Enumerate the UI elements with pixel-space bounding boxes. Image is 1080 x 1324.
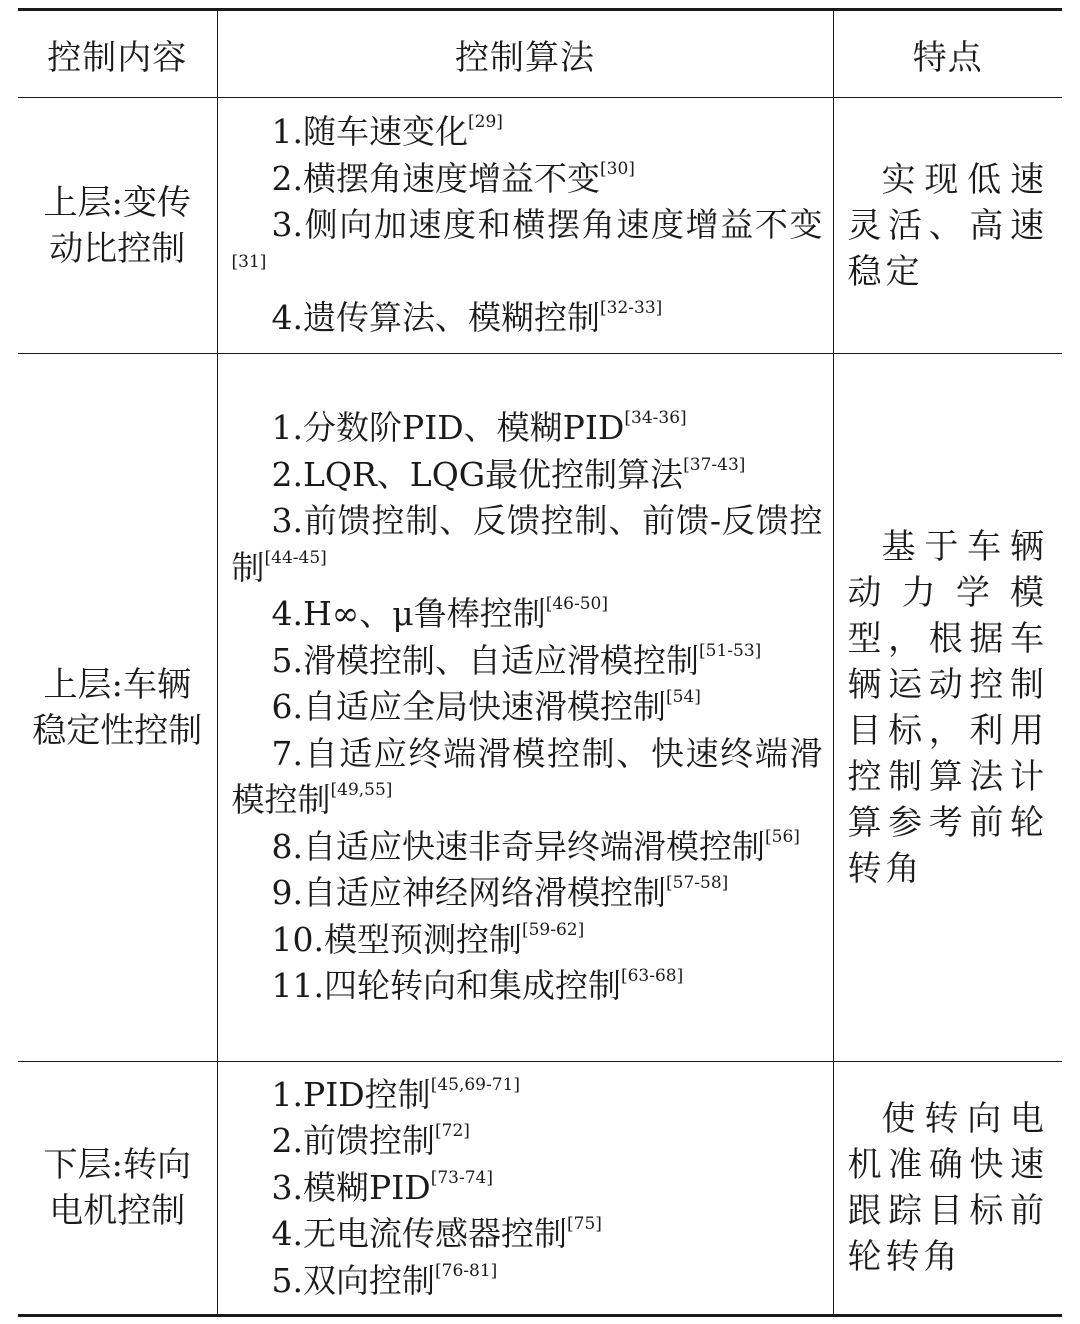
algorithm-text: 5.双向控制 (271, 1260, 435, 1300)
reference-sup: [76-81] (435, 1260, 498, 1281)
reference-sup: [49,55] (330, 780, 393, 801)
algorithm-item (232, 202, 823, 295)
header-control-content: 控制内容 (18, 10, 217, 98)
algorithm-item (232, 731, 823, 824)
algorithm-cell (217, 98, 833, 354)
feature-cell (833, 354, 1062, 1062)
algorithm-text: 4.H∞、μ鲁棒控制 (271, 594, 546, 634)
algorithm-text: 5.滑模控制、自适应滑模控制 (271, 640, 699, 680)
algorithm-item (232, 824, 823, 871)
reference-sup: [30] (600, 158, 635, 179)
algorithm-item (232, 109, 823, 156)
table-body (18, 98, 1062, 1316)
algorithm-item (232, 1118, 823, 1165)
reference-sup: [31] (231, 251, 267, 272)
feature-cell (833, 1062, 1062, 1316)
reference-sup: [73-74] (430, 1167, 493, 1188)
algorithm-text: 2.横摆角速度增益不变 (271, 158, 600, 198)
algorithm-text: 3.模糊PID (271, 1167, 431, 1207)
reference-sup: [34-36] (624, 408, 687, 429)
feature-text: 基于车辆动力学模型，根据车辆运动控制目标，利用控制算法计算参考前轮转角 (847, 526, 1048, 889)
algorithm-item (232, 405, 823, 452)
reference-sup: [63-68] (620, 966, 684, 987)
algorithm-text: 2.LQR、LQG最优控制算法 (271, 454, 684, 494)
algorithm-item (232, 156, 823, 203)
algorithm-text: 4.遗传算法、模糊控制 (271, 298, 600, 338)
algorithm-text: 1.分数阶PID、模糊PID (271, 408, 625, 448)
algorithm-item (232, 638, 823, 685)
header-feature: 特点 (833, 10, 1062, 98)
algorithm-item (232, 452, 823, 499)
reference-sup: [72] (435, 1121, 470, 1142)
reference-sup: [59-62] (521, 919, 585, 940)
algorithm-item (232, 498, 823, 591)
algorithm-cell (217, 1062, 833, 1316)
feature-cell (833, 98, 1062, 354)
reference-sup: [45,69-71] (430, 1074, 520, 1095)
algorithm-text: 4.无电流传感器控制 (271, 1214, 567, 1254)
algorithm-text: 3.侧向加速度和横摆角速度增益不变 (271, 205, 823, 245)
feature-text: 使转向电机准确快速跟踪目标前轮转角 (847, 1099, 1048, 1277)
reference-sup: [29] (468, 112, 503, 133)
reference-sup: [56] (765, 826, 800, 847)
algorithm-item (232, 963, 823, 1010)
algorithm-text: 3.前馈控制、反馈控制、前馈-反馈控制 (231, 501, 823, 587)
control-algorithm-table (18, 8, 1062, 1317)
table-row-vehicle-stability (18, 354, 1062, 1062)
algorithm-item (232, 917, 823, 964)
algorithm-item (232, 1072, 823, 1119)
header-row (18, 10, 1062, 98)
algorithm-item (232, 870, 823, 917)
reference-sup: [75] (567, 1214, 602, 1235)
reference-sup: [32-33] (600, 298, 663, 319)
algorithm-item (232, 1258, 823, 1305)
control-content-cell: 上层:变传动比控制 (18, 98, 217, 354)
reference-sup: [54] (666, 687, 701, 708)
algorithm-text: 11.四轮转向和集成控制 (271, 966, 621, 1006)
algorithm-text: 10.模型预测控制 (271, 919, 522, 959)
control-content-cell: 下层:转向电机控制 (18, 1062, 217, 1316)
algorithm-item (232, 684, 823, 731)
header-control-algorithm: 控制算法 (217, 10, 833, 98)
algorithm-text: 8.自适应快速非奇异终端滑模控制 (271, 826, 765, 866)
algorithm-cell (217, 354, 833, 1062)
algorithm-text: 9.自适应神经网络滑模控制 (271, 873, 666, 913)
algorithm-item (232, 295, 823, 342)
algorithm-text: 7.自适应终端滑模控制、快速终端滑模控制 (231, 733, 823, 820)
algorithm-item (232, 591, 823, 638)
algorithm-text: 1.随车速变化 (271, 112, 468, 152)
reference-sup: [51-53] (699, 640, 762, 661)
table-row-steering-motor (18, 1062, 1062, 1316)
reference-sup: [44-45] (264, 547, 327, 568)
algorithm-text: 2.前馈控制 (271, 1121, 435, 1161)
feature-text: 实现低速灵活、高速稳定 (847, 159, 1048, 292)
table-header (18, 10, 1062, 98)
algorithm-item (232, 1165, 823, 1212)
reference-sup: [46-50] (545, 594, 608, 615)
reference-sup: [57-58] (666, 873, 729, 894)
algorithm-text: 1.PID控制 (271, 1074, 431, 1114)
algorithm-item (232, 1211, 823, 1258)
reference-sup: [37-43] (683, 454, 746, 475)
table-row-variable-ratio (18, 98, 1062, 354)
algorithm-text: 6.自适应全局快速滑模控制 (271, 687, 666, 727)
control-content-cell: 上层:车辆稳定性控制 (18, 354, 217, 1062)
